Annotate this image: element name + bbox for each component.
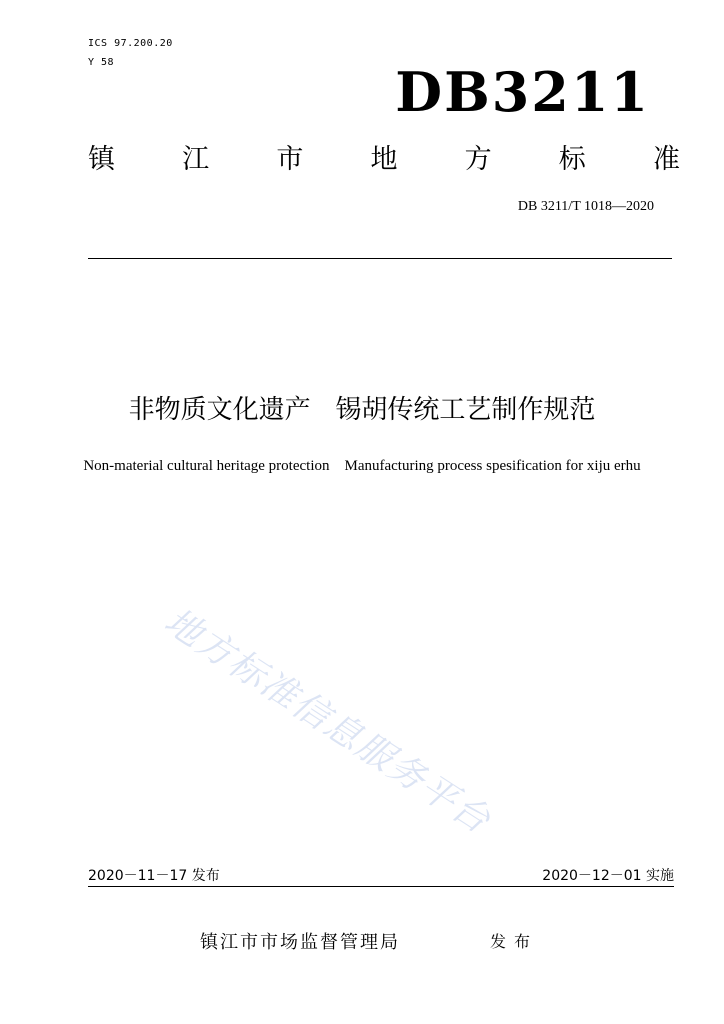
implement-date: 2020－12－01 实施 bbox=[542, 868, 674, 884]
standard-number: DB 3211/T 1018—2020 bbox=[517, 199, 654, 214]
standard-type-char: 准 bbox=[652, 144, 680, 175]
standard-type-char: 标 bbox=[558, 144, 586, 175]
watermark: 地方标准信息服务平台 bbox=[157, 600, 499, 843]
standard-type-char: 江 bbox=[182, 144, 210, 175]
title-english: Non-material cultural heritage protection Manufacturing process spesification for xiju erhu bbox=[83, 458, 641, 474]
ics-code: ICS 97.200.20 bbox=[88, 38, 173, 49]
footer-divider bbox=[88, 886, 674, 887]
ccs-code: Y 58 bbox=[88, 57, 115, 68]
standard-type-char: 地 bbox=[370, 144, 398, 175]
header-divider bbox=[88, 258, 672, 259]
issue-label: 发布 bbox=[490, 932, 539, 951]
standard-type-char: 镇 bbox=[88, 144, 115, 175]
title-chinese: 非物质文化遗产 锡胡传统工艺制作规范 bbox=[128, 395, 596, 425]
standard-type bbox=[88, 142, 680, 178]
publish-date: 2020－11－17 发布 bbox=[88, 868, 220, 884]
standard-logo: DB3211 bbox=[395, 60, 650, 124]
issuer-name: 镇江市市场监督管理局 bbox=[200, 932, 400, 953]
standard-type-char: 方 bbox=[464, 144, 492, 175]
standard-type-char: 市 bbox=[276, 144, 304, 175]
